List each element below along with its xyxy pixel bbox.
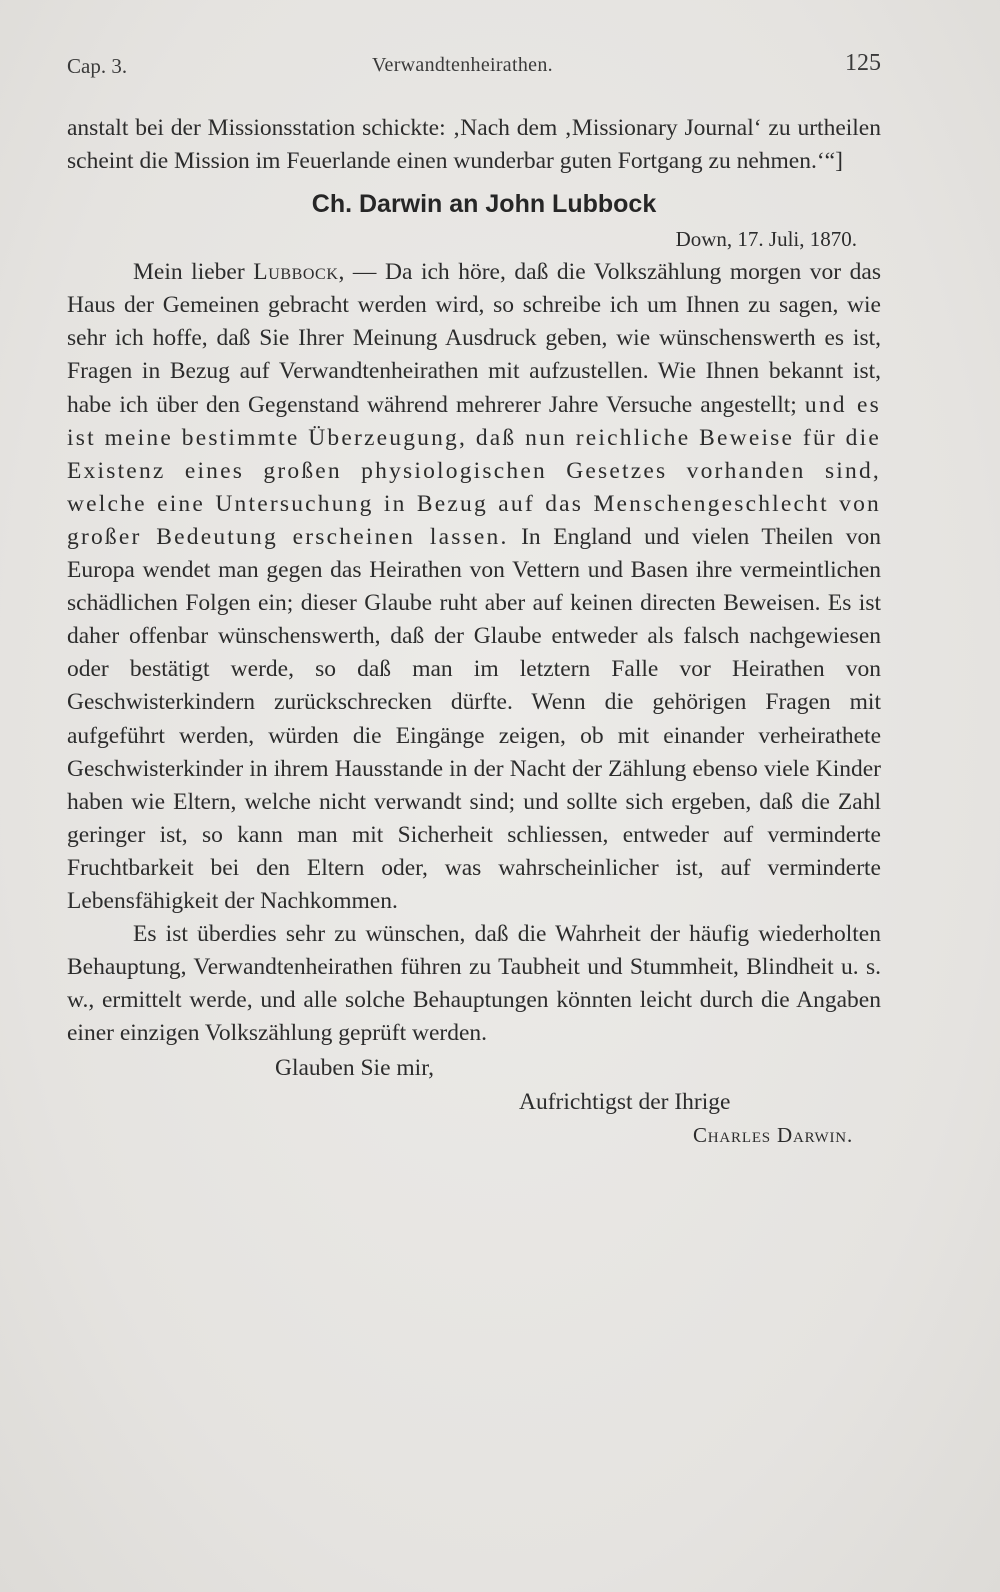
running-header <box>67 48 881 82</box>
salutation-name: Lubbock <box>253 259 339 286</box>
salutation-prefix: Mein lieber <box>133 259 254 286</box>
chapter-label: Cap. 3. <box>67 54 128 78</box>
letter-paragraph-1 <box>67 256 881 918</box>
paragraph-1-emphasis: und es ist meine bestimmte Überzeugung, daß nun reichliche Beweise für die Existenz eines großen physiologischen Gesetzes vorhanden sind, welche eine Untersuchung in Bezug auf das Menschengeschlecht von großer Bedeutung erscheinen lassen. <box>67 391 881 550</box>
signature: Charles Darwin. <box>692 1122 853 1147</box>
letter-paragraph-2: Es ist überdies sehr zu wünschen, daß die Wahrheit der häufig wiederholten Behauptung, Verwandtenheirathen führen zu Taubheit und Stummheit, Blindheit u. s. w., ermittelt werde, und alle solche Behauptungen könnten leicht durch die Angaben einer einzigen Volkszählung geprüft werden. <box>67 921 881 1047</box>
paragraph-1-text-a: , — Da ich höre, daß die Volkszählung morgen vor das Haus der Gemeinen gebracht werden wird, so schreibe ich um Ihnen zu sagen, wie sehr ich hoffe, daß Sie Ihrer Meinung Ausdruck geben, wie wünschenswerth es ist, Fragen in Bezug auf Verwandtenheirathen mit aufzustellen. Wie Ihnen bekannt ist, habe ich über den Gegenstand während mehrerer Jahre Versuche angestellt; <box>67 259 881 418</box>
closing-line-2: Aufrichtigst der Ihrige <box>519 1088 731 1115</box>
letter-dateline: Down, 17. Juli, 1870. <box>675 227 857 252</box>
running-title: Verwandtenheirathen. <box>372 54 553 76</box>
letter-heading: Ch. Darwin an John Lubbock <box>311 190 657 219</box>
page-number: 125 <box>845 50 881 76</box>
paragraph-1-text-b: In England und vielen Theilen von Europa wendet man gegen das Heirathen von Vettern und Basen ihre vermeintlichen schädlichen Folgen ein; dieser Glaube ruht aber auf keinen directen Beweisen. Es ist daher offenbar wünschenswerth, daß der Glaube entweder als falsch nachgewiesen oder bestätigt werde, so daß man im letztern Falle vor Heirathen von Geschwisterkindern zurückschrecken dürfte. Wenn die gehörigen Fragen mit aufgeführt werden, würden die Eingänge zeigen, ob mit einander verheirathete Geschwisterkinder in ihrem Hausstande in der Nacht der Zählung ebenso viele Kinder haben wie Eltern, welche nicht verwandt sind; und sollte sich ergeben, daß die Zahl geringer ist, so kann man mit Sicherheit schliessen, entweder auf verminderte Fruchtbarkeit bei den Eltern oder, was wahrscheinlicher ist, auf verminderte Lebensfähigkeit der Nachkommen. <box>67 523 881 914</box>
intro-paragraph: anstalt bei der Missionsstation schickte: ‚Nach dem ‚Missionary Journal‘ zu urtheilen scheint die Mission im Feuerlande einen wunderbar guten Fortgang zu nehmen.‘“] <box>67 115 881 175</box>
closing-line-1: Glauben Sie mir, <box>275 1055 434 1082</box>
page-body <box>67 112 881 1152</box>
